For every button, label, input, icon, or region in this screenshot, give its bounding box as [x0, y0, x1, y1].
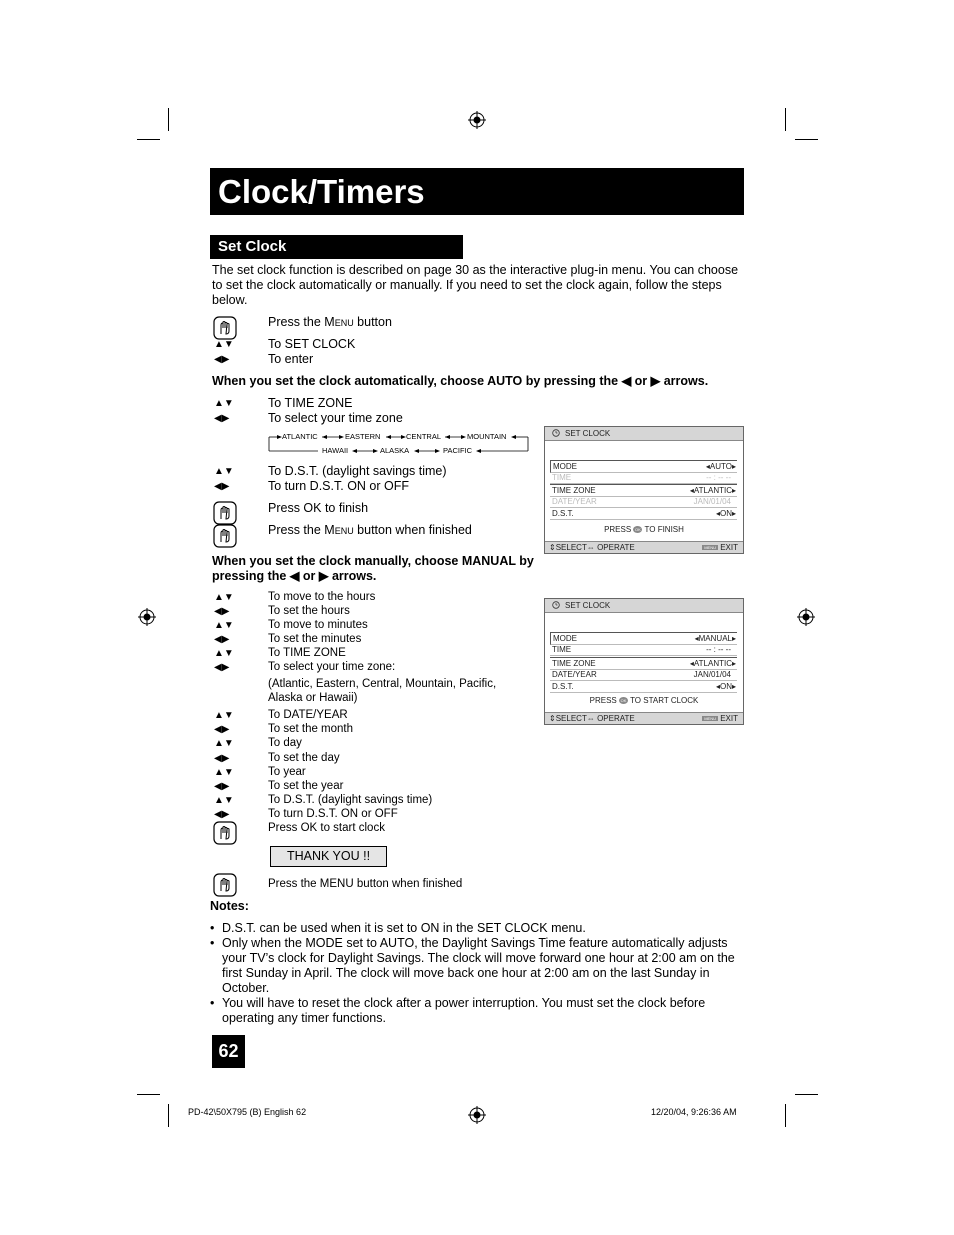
menu-press-hint: PRESS OK TO START CLOCK [589, 696, 699, 705]
crop-mark [795, 139, 818, 140]
leftright-arrows-icon: ◀▶ [214, 809, 230, 820]
tz-alaska: ALASKA [380, 446, 410, 455]
menu-footer: ⇕SELECT⇔ OPERATE MENU EXIT [545, 541, 743, 553]
thank-you-message: THANK YOU !! [270, 846, 387, 867]
updown-arrows-icon: ▲▼ [214, 592, 234, 603]
manual-step: To set the minutes [268, 633, 362, 645]
updown-arrows-icon: ▲▼ [214, 620, 234, 631]
updown-arrows-icon: ▲▼ [214, 738, 234, 749]
footer-timestamp: 12/20/04, 9:26:36 AM [651, 1107, 737, 1117]
tz-atlantic: ATLANTIC [282, 432, 318, 441]
updown-arrows-icon: ▲▼ [214, 648, 234, 659]
tz-hawaii: HAWAII [322, 446, 349, 455]
registration-mark-icon [797, 608, 815, 626]
page-number: 62 [212, 1035, 245, 1068]
tz-mountain: MOUNTAIN [467, 432, 507, 441]
note-item: • D.S.T. can be used when it is set to ON in the SET CLOCK menu. [210, 921, 586, 935]
step-text: To D.S.T. (daylight savings time) [268, 464, 447, 478]
crop-mark [137, 1094, 160, 1095]
tz-pacific: PACIFIC [443, 446, 473, 455]
step-press-menu-finished: Press the Menu button when finished [268, 523, 472, 537]
registration-mark-icon [138, 608, 156, 626]
menu-row-timezone[interactable]: TIME ZONE ◂ATLANTIC▸ [552, 486, 736, 495]
step-text: To enter [268, 352, 314, 366]
leftright-arrows-icon: ◀▶ [214, 662, 230, 673]
updown-arrows-icon: ▲▼ [214, 398, 234, 409]
remote-hand-icon [213, 524, 237, 548]
footer-file-info: PD-42\50X795 (B) English 62 [188, 1107, 307, 1117]
manual-step: To set the hours [268, 605, 350, 617]
menu-row-mode[interactable]: MODE ◂MANUAL▸ [550, 632, 737, 645]
menu-footer: ⇕SELECT⇔ OPERATE MENU EXIT [545, 712, 743, 724]
manual-step: To turn D.S.T. ON or OFF [268, 808, 398, 820]
menu-row-date[interactable]: DATE/YEAR JAN/01/04 [550, 496, 737, 508]
menu-row-timezone[interactable]: TIME ZONE ◂ATLANTIC▸ [552, 659, 736, 668]
manual-step: Alaska or Hawaii) [268, 692, 358, 704]
menu-row-mode[interactable]: MODE ◂AUTO▸ [550, 460, 737, 473]
manual-step: Press the MENU button when finished [268, 878, 463, 890]
step-text: To select your time zone [268, 411, 403, 425]
note-item: • Only when the MODE set to AUTO, the Daylight Savings Time feature automatically adjusts your TV’s clock for Daylight Savings. The clock will move forward one hour at 2:00 am on the first Sunday in April. The clock will move back one hour at 2:00 am on the last Sunday in October. [210, 936, 735, 995]
step-text: To TIME ZONE [268, 396, 353, 410]
ok-button-icon: OK [635, 527, 641, 533]
menu-title: SET CLOCK [565, 601, 611, 610]
set-clock-manual-menu [544, 598, 744, 725]
tz-eastern: EASTERN [345, 432, 381, 441]
manual-step: To move to the hours [268, 591, 376, 603]
menu-row-dst[interactable]: D.S.T. ◂ON▸ [552, 509, 736, 518]
leftright-arrows-icon: ◀▶ [214, 781, 230, 792]
crop-mark [168, 1104, 169, 1127]
manual-step: To set the day [268, 752, 340, 764]
menu-row-time[interactable]: TIME -- : -- -- [550, 472, 737, 484]
clock-icon [552, 429, 560, 437]
crop-mark [785, 108, 786, 131]
manual-step: To set the month [268, 723, 354, 735]
leftright-arrows-icon: ◀▶ [214, 413, 230, 424]
section-title: Set Clock [210, 235, 463, 259]
leftright-arrows-icon: ◀▶ [214, 753, 230, 764]
manual-step: To day [268, 737, 302, 749]
set-clock-auto-menu [544, 426, 744, 554]
updown-arrows-icon: ▲▼ [214, 795, 234, 806]
step-text: To turn D.S.T. ON or OFF [268, 479, 409, 493]
registration-mark-icon [468, 111, 486, 129]
manual-heading: When you set the clock manually, choose MANUAL by pressing the ◀ or ▶ arrows. [212, 554, 534, 583]
menu-row-date[interactable]: DATE/YEAR JAN/01/04 [550, 669, 737, 681]
tz-central: CENTRAL [406, 432, 442, 441]
step-text: Press OK to finish [268, 501, 369, 515]
manual-step: To DATE/YEAR [268, 709, 348, 721]
updown-arrows-icon: ▲▼ [214, 767, 234, 778]
menu-key-icon: MENU [704, 716, 716, 722]
updown-arrows-icon: ▲▼ [214, 339, 234, 350]
updown-arrows-icon: ▲▼ [214, 466, 234, 477]
crop-mark [795, 1094, 818, 1095]
manual-step: To TIME ZONE [268, 647, 346, 659]
menu-row-time[interactable]: TIME -- : -- -- [550, 644, 737, 656]
manual-step: To year [268, 766, 306, 778]
manual-step: Press OK to start clock [268, 822, 385, 834]
leftright-arrows-icon: ◀▶ [214, 606, 230, 617]
remote-hand-icon [213, 873, 237, 897]
menu-row-dst[interactable]: D.S.T. ◂ON▸ [552, 682, 736, 691]
manual-step: To select your time zone: [268, 661, 396, 673]
updown-arrows-icon: ▲▼ [214, 710, 234, 721]
auto-heading: When you set the clock automatically, choose AUTO by pressing the ◀ or ▶ arrows. [212, 374, 709, 388]
menu-header [545, 427, 743, 441]
leftright-arrows-icon: ◀▶ [214, 634, 230, 645]
manual-step: To D.S.T. (daylight savings time) [268, 794, 433, 806]
crop-mark [785, 1104, 786, 1127]
manual-step: To set the year [268, 780, 344, 792]
crop-mark [168, 108, 169, 131]
menu-header [545, 599, 743, 613]
menu-key-icon: MENU [704, 545, 716, 551]
intro-paragraph: The set clock function is described on page 30 as the interactive plug-in menu. You can choose to set the clock automatically or manually. If you need to set the clock again, follow the steps below. [212, 263, 739, 307]
leftright-arrows-icon: ◀▶ [214, 481, 230, 492]
note-item: • You will have to reset the clock after a power interruption. You must set the clock before operating any timer functions. [210, 996, 706, 1025]
notes-list [210, 921, 745, 1026]
ok-button-icon: OK [620, 698, 627, 704]
step-text: To SET CLOCK [268, 337, 356, 351]
notes-heading: Notes: [210, 899, 249, 913]
menu-title: SET CLOCK [565, 429, 611, 438]
leftright-arrows-icon: ◀▶ [214, 724, 230, 735]
manual-step: To move to minutes [268, 619, 368, 631]
page-title: Clock/Timers [210, 168, 744, 215]
crop-mark [137, 139, 160, 140]
leftright-arrows-icon: ◀▶ [214, 354, 230, 365]
step-press-menu: Press the Menu button [268, 315, 392, 329]
remote-hand-icon [213, 501, 237, 525]
menu-press-hint: PRESS OK TO FINISH [604, 525, 684, 534]
registration-mark-icon [468, 1106, 486, 1124]
remote-hand-icon [213, 821, 237, 845]
clock-icon [552, 601, 560, 609]
manual-step: (Atlantic, Eastern, Central, Mountain, Pacific, [268, 678, 497, 690]
